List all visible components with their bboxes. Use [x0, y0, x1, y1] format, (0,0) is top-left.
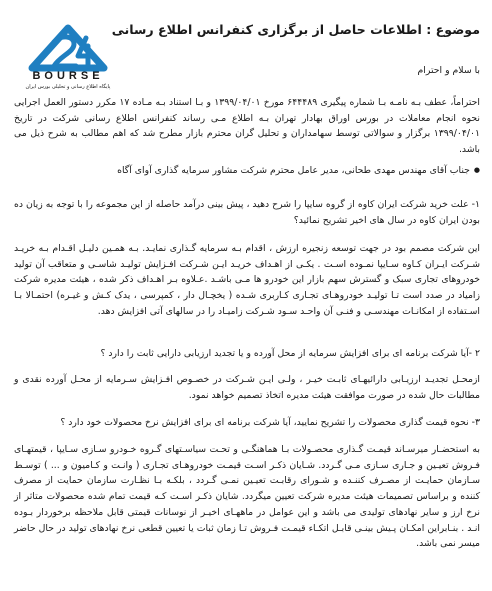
question-3: ۳- نحوه قیمت گذاری محصولات را تشریح نمایید، آیا شرکت برنامه ای برای افزایش نرخ محصولات خود دارد ؟: [60, 417, 480, 428]
speaker-line: ● جناب آقای مهندس مهدی طحانی، مدیر عامل محترم شرکت مشاور سرمایه گذاری آوای آگاه: [14, 163, 480, 179]
question-2: ۲ -آیا شرکت برنامه ای برای افزایش سرمایه از محل آورده و یا تجدید ارزیابی دارایی ثابت را دارد ؟: [100, 348, 480, 359]
answer-3: به استحضـار میرسـاند قیمـت گـذاری محصـولات بـا هماهنگـی و تحـت سیاسـتهای گـروه خـودرو سـازی سـایپا ، قیمتهـای فـروش تعیـین و جـاری سـازی مـی گـردد. شـایان ذکـر اسـت قیمـت خودروهـای تجـاری ( وانـت و کـامیون و ... ) توسـط سـازمان حمایـت از مصـرف کننـده و شـورای رقابـت تعیـین نمـی گـردد ، بلکـه بـا نظـارت سازمان حمایت از مصرف کننده و براساس تصمیمات هیئت مدیره شرکت تعیین میگردد. شایان ذکـر اسـت کـه قیمت تمام شده محصولات متاثر از نرخ ارز و سایر نهادهای تولیدی می باشد و این عوامل در ماههـای اخیـر از نوسانات قیمتی قابل ملاحظه برخوردار بـوده انـد . بنـابراین امکـان پـیش بینـی قابـل اتکـاء قیمـت فـروش تـا زمان ثبات یا تعیین قطعی نرخ نهادهای تولید در حال حاضر میسر نمی باشد.: [14, 444, 480, 550]
logo-tagline: پایگاه اطلاع رسانی و تحلیلی بورس ایران: [25, 84, 111, 90]
logo-brand: BOURSE: [32, 70, 104, 82]
bourse-logo: [10, 22, 126, 92]
intro-paragraph: احتراماً، عطف بـه نامـه بـا شماره پیگیری ۶۴۴۴۸۹ مورخ ۱۳۹۹/۰۴/۰۱ و بـا استناد بـه مـاده ۱۷ مکرر دستور العمل اجرایی نحوه انجام معاملات در بورس اوراق بهادار تهران بـه اطلاع مـی رساند کنفرانس اطلاع رسانی شرکت در تاریخ ۱۳۹۹/۰۴/۰۱ برگزار و سوالاتی توسط سهامداران و تحلیل گران محترم بازار مطرح شد که اهم مطالب به شرح ذیل می باشد.: [14, 97, 481, 156]
answer-1: این شرکت مصمم بود در جهت توسعه زنجیره ارزش ، اقدام بـه سرمایه گـذاری نمایـد. بـه همـین دلیـل اقـدام بـه خریـد شـرکت ایـران کـاوه سـایپا نمـوده اسـت . یکـی از اهـداف خریـد ایـن شـرکت افـزایش تولیـد شاسـی و متعاقب آن تولید خودروهای تجاری سبک و گسترش سهم بازار این خودرو ها مـی باشـد .عـلاوه بـر اهـداف ذکر شده ، هیئت مدیره شرکت زامیاد در صدد است تـا تولیـد خودروهـای تجـاری کـاربری شـده ( یخچـال دار ، کمپرسی ، یدک کـش و غیـره) احتمـالا بـا اسـتفاده از امکانـات مهندسـی و فنـی آن واحـد سـود شـرکت زامیـاد را در سالهای آتی افزایش دهد.: [14, 243, 480, 317]
page-title: موضوع : اطلاعات حاصل از برگزاری کنفرانس اطلاع رسانی: [111, 22, 480, 37]
answer-2: ازمحـل تجدیـد ارزیـابی دارائیهـای ثابـت خیـر ، ولـی ایـن شـرکت در خصـوص افـزایش سـرمایه از محـل آورده نقدی و مطالبات حال شده در صورت موافقت هیئت مدیره اتخاذ تصمیم خواهد نمود.: [14, 374, 480, 401]
question-1: ۱- علت خرید شرکت ایران کاوه از گروه سایپا را شرح دهید ، پیش بینی درآمد حاصله از این مجموعه را با توجه به زیان ده بودن ایران کاوه در سال های اخیر تشریح نمائید؟: [14, 199, 480, 226]
greeting: با سلام و احترام: [417, 65, 480, 76]
